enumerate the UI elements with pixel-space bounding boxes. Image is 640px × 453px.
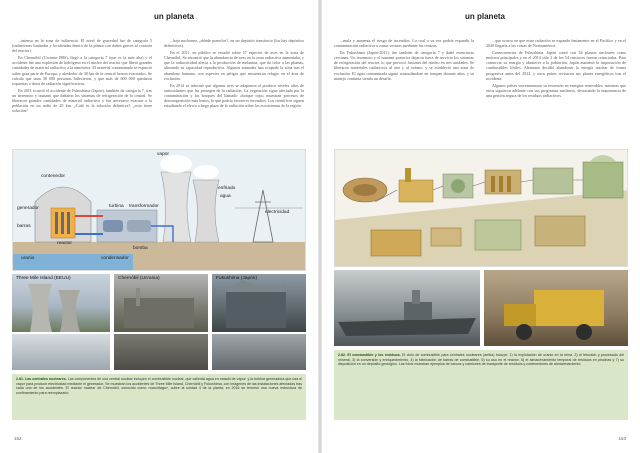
chernobil-sarcophagus-photo	[114, 274, 208, 332]
left-column-1	[12, 38, 152, 115]
page-number-right: 163	[618, 436, 626, 441]
paragraph: ...baja nuclearea, ¿dónde ponerlos?, en un depósito transitorio (los hay depósitos definitivos).	[164, 38, 304, 49]
running-head-left: un planeta	[154, 12, 195, 21]
running-head-right: un planeta	[465, 12, 506, 21]
photo-reactor-interior	[114, 334, 208, 370]
photo-transport-truck	[484, 270, 628, 346]
label-three-mile: Three Mile Island (EEUU)	[16, 276, 71, 281]
truck-photo	[484, 270, 628, 346]
label-vapor: vapor	[157, 152, 169, 157]
label-agua: agua	[220, 194, 231, 199]
paragraph: Algunos países incrementaron su inversión en energías renovables, mientras que otros siguieron adelante con sus programas nucleares, destacando la importancia de una gestión segura de los residuos radiactivos.	[486, 82, 626, 98]
photo-plant-aerial	[12, 334, 110, 370]
left-column-2	[164, 38, 304, 110]
page-number-left: 162	[14, 436, 22, 441]
photo-fukushima	[212, 274, 306, 332]
right-column-1	[334, 38, 474, 83]
caption-text: Las componentes de una central nuclear incluyen el combustible nuclear, que calienta agua en estado de vapor, y la turbina generadora que usa el vapor para producir electricidad mediante el generador. Se muestran los accidentes de Three Mile Island, Chernóbil y Fukushima, con imágenes de las instalaciones afectadas tras cada uno de los accidentes. El reactor nuclear de Chernóbil, conocido como «sarcófago», cubre la unidad 4 de la planta; en 2016 se terminó una nueva estructura de confinamiento para reemplazarlo.	[16, 377, 303, 395]
photo-damaged-building	[212, 334, 306, 370]
photo-three-mile-island	[12, 274, 110, 332]
left-page	[6, 4, 312, 449]
label-turbina: turbina	[109, 204, 124, 209]
paragraph: En 2011 ocurrió el accidente de Fukushima (Japón), también de categoría 7, tras un terremoto y tsunami que dañaron los sistemas de refrigeración de la central. Se liberaron grandes cantidades de material radiactivo y fue necesario evacuar a la población en un radio de 20 km. ¿Cuál es la solución definitiva?, ¿esto tiene solución?	[12, 87, 152, 114]
right-column-2	[486, 38, 626, 100]
paragraph: Consecuencias de Fukushima. Japón contó con 54 plantas nucleares como motivos principales y en el 2014 sólo 2 de los 54 reactores fueron reiniciados. Para conservar su energía y abastecer a la población, Japón aumentó la importación de combustibles fósiles. Alemania decidió abandonar la energía nuclear de forma progresiva antes del 2022, y otros países revisaron sus planes energéticos tras el accidente.	[486, 50, 626, 81]
label-enfriado: enfriado	[218, 186, 236, 191]
paragraph: En el 2011, en público se estudió sobre 57 especies de aves en la zona de Chernóbil. Se encontró que la abundancia de aves en la zona radiactiva aumentaba, y que la radiactividad afecta a la producción de melanina, que da color a las plumas, alterando su capacidad reproductiva. Algunos animales han ocupado la zona tras el abandono humano, con especies en peligro que encuentran refugio en el área de exclusión.	[164, 50, 304, 81]
fuel-cycle-illustration	[335, 150, 628, 267]
label-reactor: reactor	[57, 241, 72, 246]
paragraph: En 2014 se informó que algunas aves se adaptaron al producir niveles altos de antioxidantes que las protegen de la radiación. La vegetación sigue afectada por la contaminación y los bosques del llamado «bosque rojo» muestran procesos de descomposición más lentos, lo que podría favorecer incendios. Los científicos siguen estudiando el efecto a largo plazo de la radiación sobre los ecosistemas de la región.	[164, 82, 304, 109]
label-uranio: uranio	[21, 256, 35, 261]
caption-text: El ciclo de combustible para centrales nucleares (arriba) incluye: 1) la explotación de uranio en la mina, 2) el triturado y procesado del mineral, 3) la conversión y enriquecimiento, 4) la fabricación de barras de combustible, 5) su uso en el reactor, 6) el almacenamiento temporal de residuos en piscinas y 7) su disposición en un depósito geológico. Las fotos muestran ejemplos de barcos y camiones de transporte de residuos y contenedores de almacenamiento.	[338, 353, 624, 366]
label-fukushima: Fukushima (Japón)	[216, 276, 258, 281]
caption-title: 2.82. El combustible y los residuos.	[338, 353, 401, 357]
paragraph: En Chernóbil (Ucrania-1986), llegó a la categoría 7 (que es la más alta) y el accidente fue una explosión de hidrógeno en el núcleo del reactor que liberó grandes cantidades de material radiactivo a la atmósfera. El material contaminado se esparció sobre gran parte de Europa, y alrededor de 30 km de la central fueron evacuados. Se calcula que unas 30 000 personas fallecieron, y que más de 600 000 quedaron expuestas a dosis de radiación significativas.	[12, 55, 152, 86]
ship-photo	[334, 270, 480, 346]
nuclear-plant-diagram	[12, 149, 306, 271]
label-electricidad: electricidad	[265, 210, 290, 215]
label-bomba: bomba	[133, 246, 148, 251]
figure-caption-right	[334, 350, 628, 420]
photo-transport-ship	[334, 270, 480, 346]
fuel-cycle-diagram	[334, 149, 628, 267]
cooling-towers-photo	[12, 274, 110, 332]
label-contenedor: contenedor	[41, 174, 66, 179]
label-chernobil: Chernóbil (Ucrania)	[118, 276, 160, 281]
caption-title: 2.81. Las centrales nucleares.	[16, 377, 67, 381]
right-page	[328, 4, 634, 449]
label-condensador: condensador	[101, 256, 129, 261]
fukushima-damage-photo	[212, 274, 306, 332]
paragraph: ...mula y aumenta el riesgo de incendios. Lo cual a su vez podría expandir la contaminación radiactiva a zonas vecinas mediante las cenizas.	[334, 38, 474, 49]
book-gutter	[318, 0, 322, 453]
nuclear-plant-illustration	[13, 150, 306, 271]
paragraph: En Fukushima (Japón-2011), fue también de categoría 7 y dañó estructuras cercanas. Un terremoto y el tsunami posterior dejaron fuera de servicio los sistemas de refrigeración del reactor, lo que provocó fusiones del núcleo en tres unidades. Se liberaron materiales radiactivos al aire y al océano, y se estableció una zona de exclusión. El agua contaminada siguió acumulándose en tanques durante años, y su manejo continúa siendo un desafío.	[334, 50, 474, 81]
label-barras: barras	[17, 224, 31, 229]
photo-chernobil	[114, 274, 208, 332]
figure-caption-left	[12, 374, 306, 420]
paragraph: ...intensa en la zona de influencia. El nivel de gravedad fue de categoría 5 (radiaciones limitadas y localizadas dentro de la planta con daños graves al corazón del reactor).	[12, 38, 152, 54]
paragraph: ...que ocurra en que estar radiación se expande lentamente en el Pacífico y en el 2020 llegaría a las costas de Norteamérica.	[486, 38, 626, 49]
label-transformador: transformador	[129, 204, 159, 209]
label-generador: generador	[17, 206, 39, 211]
